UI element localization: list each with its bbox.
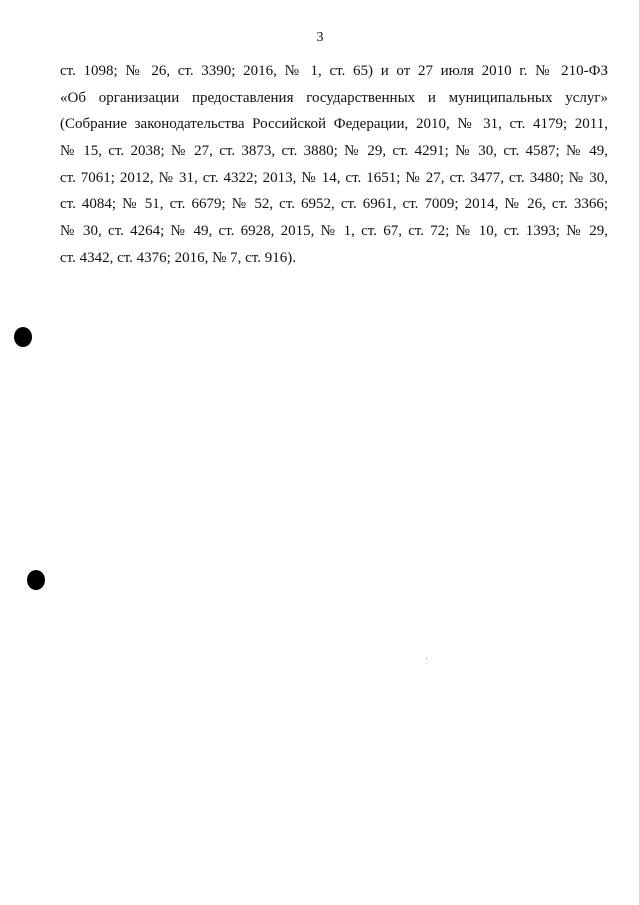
text-line: № 30, ст. 4264; № 49, ст. 6928, 2015, № 1, ст. 67, ст. 72; № 10, ст. 1393; № 29, — [60, 223, 608, 240]
text-line: «Об организации предоставления государственных и муниципальных услуг» — [60, 89, 608, 106]
text-line: ст. 1098; № 26, ст. 3390; 2016, № 1, ст. 65) и от 27 июля 2010 г. № 210-ФЗ — [60, 63, 608, 79]
body-paragraph — [60, 58, 608, 272]
text-line: ст. 4342, ст. 4376; 2016, № 7, ст. 916). — [60, 249, 296, 266]
punch-hole-mark — [27, 570, 45, 590]
text-line: № 15, ст. 2038; № 27, ст. 3873, ст. 3880; № 29, ст. 4291; № 30, ст. 4587; № 49, — [60, 143, 608, 160]
text-line: ст. 7061; 2012, № 31, ст. 4322; 2013, № 14, ст. 1651; № 27, ст. 3477, ст. 3480; № 30, — [60, 169, 608, 186]
page-number: 3 — [316, 30, 324, 45]
text-line: (Собрание законодательства Российской Федерации, 2010, № 31, ст. 4179; 2011, — [60, 116, 608, 133]
scan-speck — [426, 658, 427, 659]
punch-hole-mark — [14, 327, 32, 347]
text-line: ст. 4084; № 51, ст. 6679; № 52, ст. 6952, ст. 6961, ст. 7009; 2014, № 26, ст. 3366; — [60, 196, 608, 213]
